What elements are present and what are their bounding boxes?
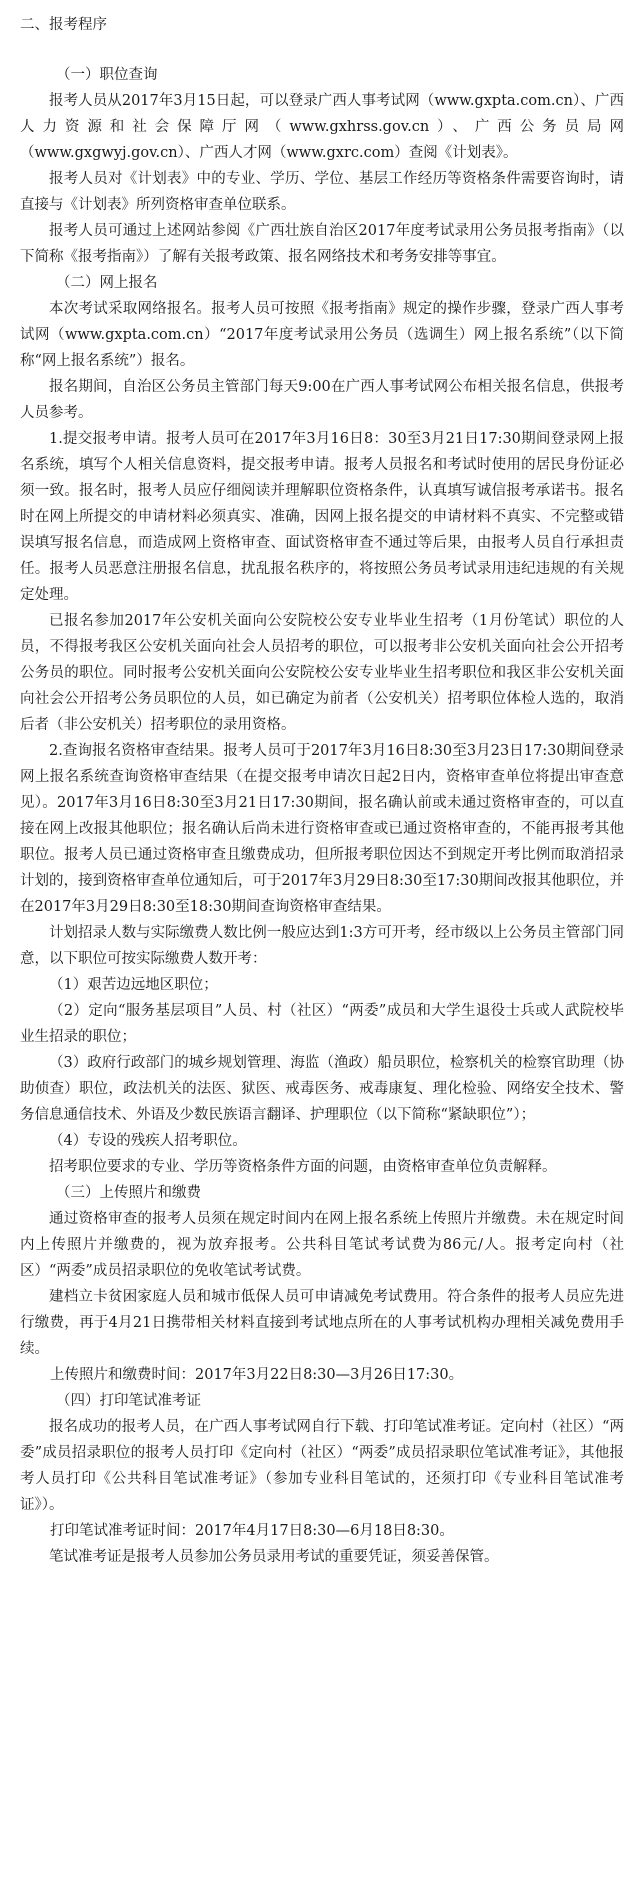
paragraph: 已报名参加2017年公安机关面向公安院校公安专业毕业生招考（1月份笔试）职位的人员，不得报考我区公安机关面向社会人员招考的职位，可以报考非公安机关面向社会公开招考公务员的职位。同时报考公安机关面向公安院校公安专业毕业生招考职位和我区非公安机关面向社会公开招考公务员职位的人员，如已确定为前者（公安机关）招考职位体检人选的，取消后者（非公安机关）招考职位的录用资格。 — [20, 613, 624, 733]
paragraph: 1.提交报考申请。报考人员可在2017年3月16日8：30至3月21日17:30期间登录网上报名系统，填写个人相关信息资料，提交报考申请。报考人员报名和考试时使用的居民身份证必须一致。报名时，报考人员应仔细阅读并理解职位资格条件，认真填写诚信报考承诺书。报名时在网上所提交的申请材料必须真实、准确，因网上报名提交的申请材料不真实、不完整或错误填写报名信息，而造成网上资格审查、面试资格审查不通过等后果，由报考人员自行承担责任。报考人员恶意注册报名信息，扰乱报名秩序的，将按照公务员考试录用违纪违规的有关规定处理。 — [20, 431, 624, 603]
heading-position-query: （一）职位查询 — [56, 67, 158, 83]
paragraph: 报考人员从2017年3月15日起，可以登录广西人事考试网（www.gxpta.com.cn）、广西人力资源和社会保障厅网（www.gxhrss.gov.cn）、广西公务员局网（www.gxgwyj.gov.cn）、广西人才网（www.gxrc.com）查阅《计划表》。 — [20, 93, 624, 161]
list-item: （4）专设的残疾人招考职位。 — [49, 1133, 247, 1149]
paragraph-time: 上传照片和缴费时间：2017年3月22日8:30—3月26日17:30。 — [50, 1367, 464, 1383]
list-item: （3）政府行政部门的城乡规划管理、海监（渔政）船员职位，检察机关的检察官助理（协助侦查）职位，政法机关的法医、狱医、戒毒医务、戒毒康复、理化检验、网络安全技术、警务信息通信技术、外语及少数民族语言翻译、护理职位（以下简称“紧缺职位”）； — [20, 1055, 624, 1123]
heading-online-registration: （二）网上报名 — [56, 275, 158, 291]
paragraph: 笔试准考证是报考人员参加公务员录用考试的重要凭证，须妥善保管。 — [49, 1549, 499, 1565]
paragraph-time: 打印笔试准考证时间：2017年4月17日8:30—6月18日8:30。 — [50, 1523, 454, 1539]
paragraph: 招考职位要求的专业、学历等资格条件方面的问题，由资格审查单位负责解释。 — [49, 1159, 557, 1175]
list-item: （2）定向“服务基层项目”人员、村（社区）“两委”成员和大学生退役士兵或人武院校毕业生招录的职位； — [20, 1003, 624, 1045]
paragraph: 本次考试采取网络报名。报考人员可按照《报考指南》规定的操作步骤，登录广西人事考试网（www.gxpta.com.cn）“2017年度考试录用公务员（选调生）网上报名系统”（以下简称“网上报名系统”）报名。 — [20, 301, 624, 369]
paragraph: 通过资格审查的报考人员须在规定时间内在网上报名系统上传照片并缴费。未在规定时间内上传照片并缴费的，视为放弃报考。公共科目笔试考试费为86元/人。报考定向村（社区）“两委”成员招录职位的免收笔试考试费。 — [20, 1211, 624, 1279]
paragraph: 报名期间，自治区公务员主管部门每天9:00在广西人事考试网公布相关报名信息，供报考人员参考。 — [20, 379, 624, 421]
paragraph: 2.查询报名资格审查结果。报考人员可于2017年3月16日8:30至3月23日17:30期间登录网上报名系统查询资格审查结果（在提交报考申请次日起2日内，资格审查单位将提出审查意见）。2017年3月16日8:30至3月21日17:30期间，报名确认前或未通过资格审查的，可以直接在网上改报其他职位；报名确认后尚未进行资格审查或已通过资格审查的，不能再报考其他职位。报考人员已通过资格审查且缴费成功，但所报考职位因达不到规定开考比例而取消招录计划的，接到资格审查单位通知后，可于2017年3月29日8:30至17:30期间改报其他职位，并在2017年3月29日8:30至18:30期间查询资格审查结果。 — [20, 743, 624, 915]
list-item: （1）艰苦边远地区职位； — [49, 977, 218, 993]
paragraph: 报名成功的报考人员，在广西人事考试网自行下载、打印笔试准考证。定向村（社区）“两委”成员招录职位的报考人员打印《定向村（社区）“两委”成员招录职位笔试准考证》，其他报考人员打印《公共科目笔试准考证》（参加专业科目笔试的，还须打印《专业科目笔试准考证》）。 — [20, 1419, 624, 1513]
section-title: 二、报考程序 — [20, 17, 107, 33]
paragraph: 报考人员可通过上述网站参阅《广西壮族自治区2017年度考试录用公务员报考指南》（以下简称《报考指南》）了解有关报考政策、报名网络技术和考务安排等事宜。 — [20, 223, 624, 265]
heading-print-admission-ticket: （四）打印笔试准考证 — [56, 1393, 201, 1409]
paragraph: 计划招录人数与实际缴费人数比例一般应达到1:3方可开考，经市级以上公务员主管部门同意，以下职位可按实际缴费人数开考： — [20, 925, 624, 967]
paragraph: 建档立卡贫困家庭人员和城市低保人员可申请减免考试费用。符合条件的报考人员应先进行缴费，再于4月21日携带相关材料直接到考试地点所在的人事考试机构办理相关减免费用手续。 — [20, 1289, 624, 1357]
paragraph: 报考人员对《计划表》中的专业、学历、学位、基层工作经历等资格条件需要咨询时，请直接与《计划表》所列资格审查单位联系。 — [20, 171, 624, 213]
heading-upload-and-payment: （三）上传照片和缴费 — [56, 1185, 201, 1201]
